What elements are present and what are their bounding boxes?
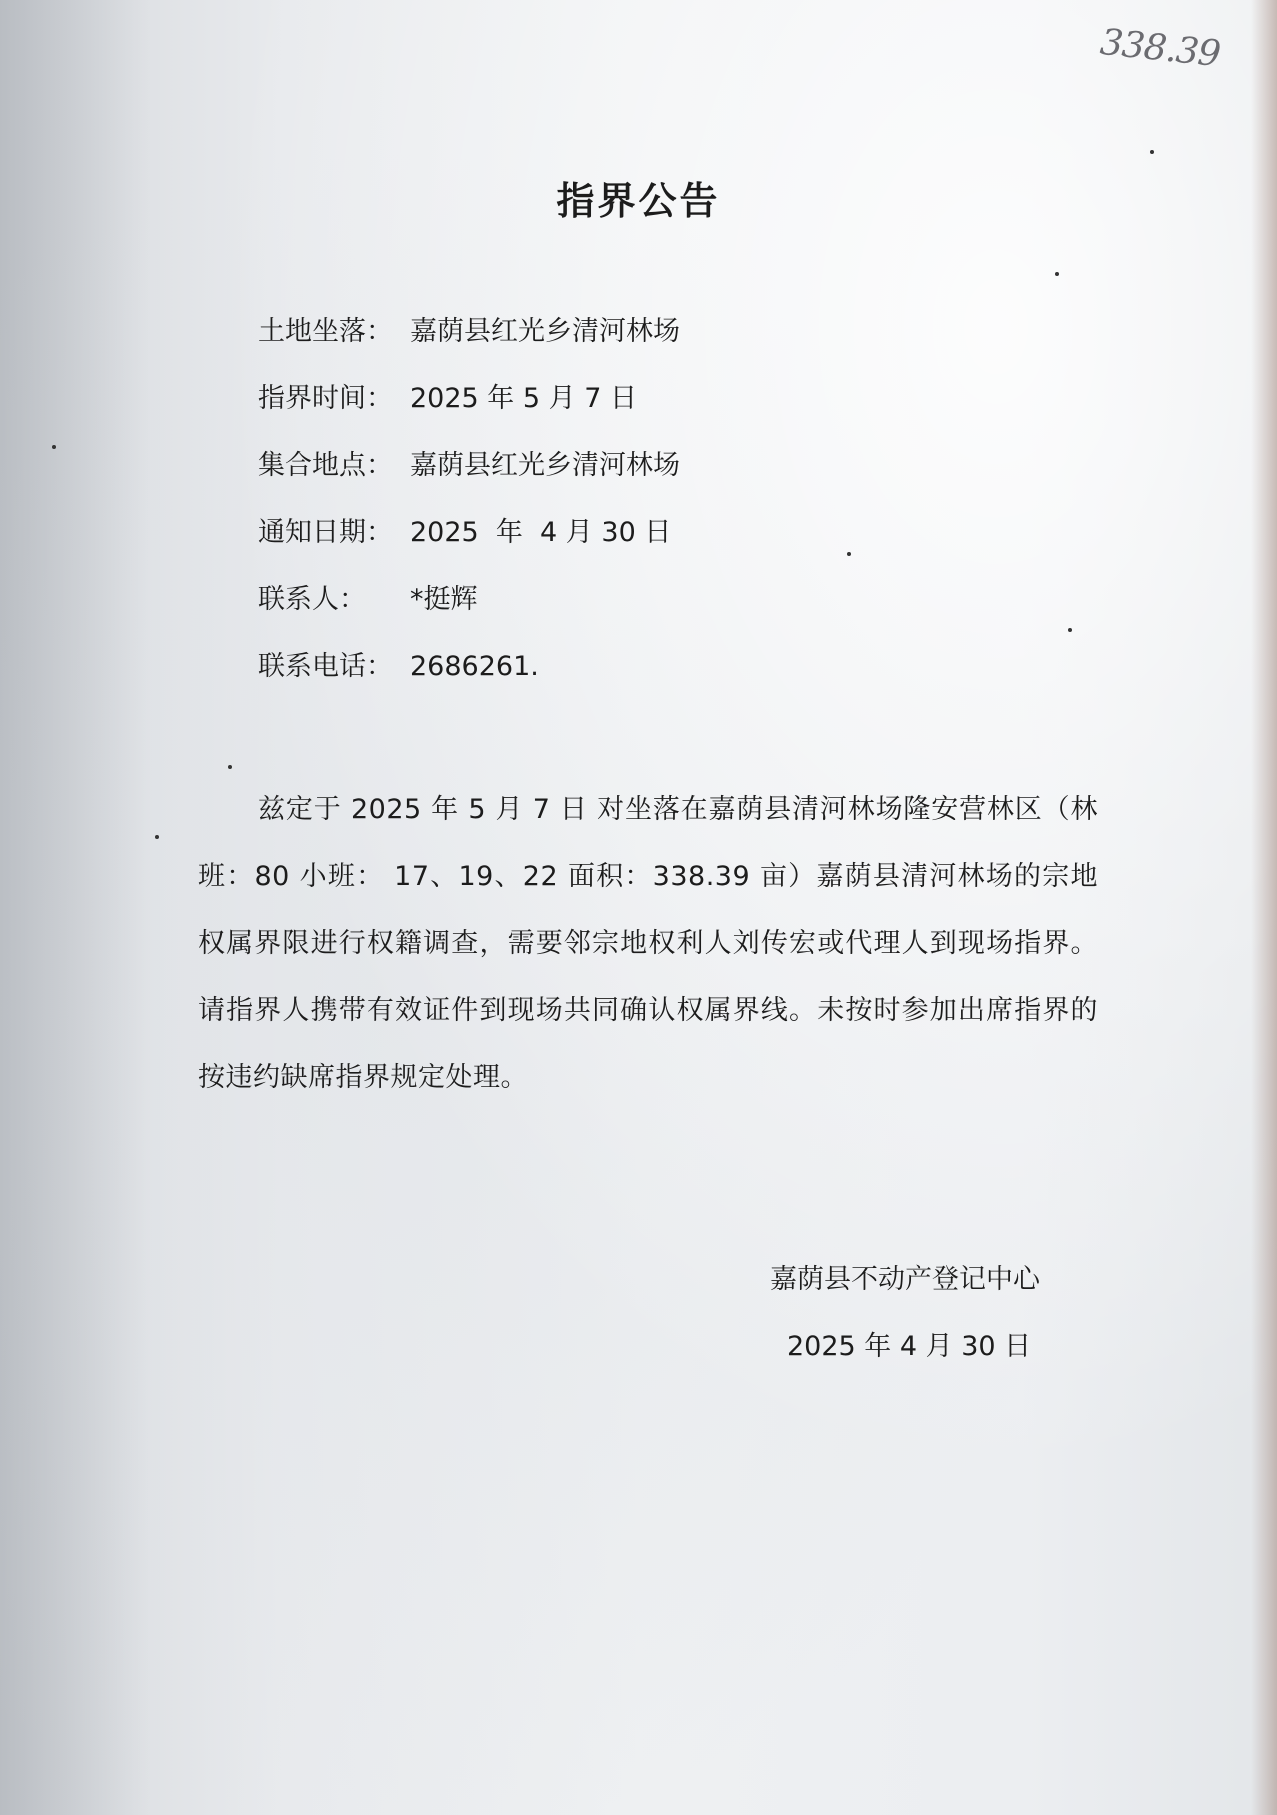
paper-speck bbox=[52, 445, 56, 449]
info-value: 嘉荫县红光乡清河林场 bbox=[410, 450, 680, 481]
info-label: 联系电话： bbox=[258, 651, 393, 682]
info-value: 2025 年 4 月 30 日 bbox=[410, 517, 672, 548]
paper-speck bbox=[1150, 150, 1154, 154]
info-row-meeting-place bbox=[258, 442, 680, 509]
issue-date: 2025 年 4 月 30 日 bbox=[787, 1331, 1032, 1362]
notice-title: 指界公告 bbox=[556, 179, 721, 223]
info-row-location bbox=[258, 308, 680, 375]
info-row-contact bbox=[258, 576, 680, 643]
paper-shadow bbox=[0, 0, 150, 1815]
info-row-phone bbox=[258, 643, 680, 710]
signature-block bbox=[770, 1246, 1040, 1380]
handwritten-note: 338.39 bbox=[1098, 21, 1222, 76]
paper-speck bbox=[228, 765, 232, 769]
info-value: 嘉荫县红光乡清河林场 bbox=[410, 316, 680, 347]
info-value: *挺辉 bbox=[410, 584, 478, 615]
notice-body: 兹定于 2025 年 5 月 7 日 对坐落在嘉荫县清河林场隆安营林区（林班：80 小班： 17、19、22 面积：338.39 亩）嘉荫县清河林场的宗地权属界限进行权籍调查，需要邻宗地权利人刘传宏或代理人到现场指界。请指界人携带有效证件到现场共同确认权属界线。未按时参加出席指界的按违约缺席指界规定处理。 bbox=[198, 794, 1098, 1093]
paper-speck bbox=[1068, 628, 1072, 632]
info-label: 指界时间： bbox=[258, 383, 393, 414]
info-value: 2686261. bbox=[410, 651, 539, 682]
paper-speck bbox=[1055, 272, 1059, 276]
paper-speck bbox=[847, 552, 851, 556]
paper-edge bbox=[1251, 0, 1277, 1815]
info-label: 土地坐落： bbox=[258, 316, 393, 347]
info-label: 联系人： bbox=[258, 584, 366, 615]
info-label: 通知日期： bbox=[258, 517, 393, 548]
info-label: 集合地点： bbox=[258, 450, 393, 481]
info-row-time bbox=[258, 375, 680, 442]
info-value: 2025 年 5 月 7 日 bbox=[410, 383, 637, 414]
paper-speck bbox=[155, 835, 159, 839]
info-row-notice-date bbox=[258, 509, 680, 576]
notice-info-list bbox=[258, 308, 680, 710]
issuing-organization: 嘉荫县不动产登记中心 bbox=[770, 1264, 1040, 1295]
